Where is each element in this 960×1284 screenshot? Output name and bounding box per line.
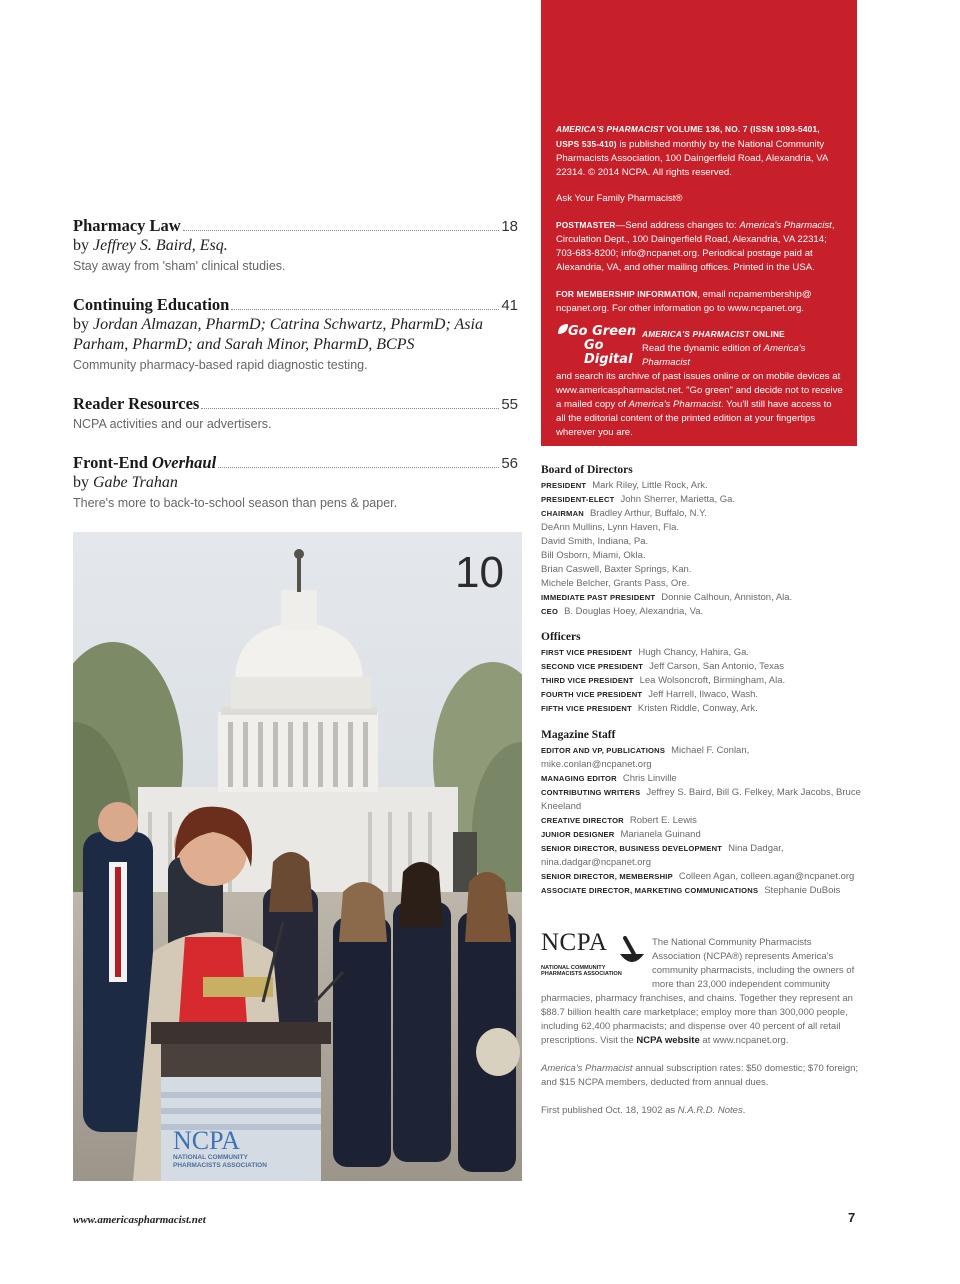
toc-description: There's more to back-to-school season than pens & paper. bbox=[73, 496, 398, 510]
role-label: PRESIDENT-ELECT bbox=[541, 495, 615, 504]
ncpa-description: The National Community Pharmacists Association (NCPA®) represents America's community pharmacists, including the owners of more than 23,000 independent community pharmacies, pharmacy franchises, and chains. Together they represent an $88.7 billion health care marketplace; employ more than 300,000 people, including 62,400 pharmacists; and dispense over 40 percent of all retail prescriptions. Visit the NCPA website at www.ncpanet.org. bbox=[541, 937, 855, 1046]
toc-byline: by Jordan Almazan, PharmD; Catrina Schwartz, PharmD; Asia Parham, PharmD; and Sarah Minor, PharmD, BCPS bbox=[73, 316, 483, 353]
toc-entry-front-end-overhaul[interactable] bbox=[73, 453, 518, 510]
role-label: CHAIRMAN bbox=[541, 509, 584, 518]
toc-title[interactable]: Reader Resources bbox=[73, 394, 200, 413]
toc-description: Community pharmacy-based rapid diagnostic testing. bbox=[73, 358, 368, 372]
role-label: FIFTH VICE PRESIDENT bbox=[541, 704, 632, 713]
staff-row bbox=[541, 674, 861, 688]
toc-page-number: 18 bbox=[501, 218, 518, 235]
toc-entry-pharmacy-law[interactable] bbox=[73, 216, 518, 273]
person-name: Marianela Guinand bbox=[620, 829, 701, 840]
role-label: CREATIVE DIRECTOR bbox=[541, 816, 624, 825]
person-name: Mark Riley, Little Rock, Ark. bbox=[592, 480, 708, 491]
membership-info: FOR MEMBERSHIP INFORMATION, email ncpamembership@ ncpanet.org. For other information go to www.ncpanet.org. bbox=[556, 289, 812, 314]
role-label: EDITOR AND VP, PUBLICATIONS bbox=[541, 746, 666, 755]
toc-byline: by Gabe Trahan bbox=[73, 474, 178, 491]
person-name: DeAnn Mullins, Lynn Haven, Fla. bbox=[541, 522, 679, 533]
role-label: SENIOR DIRECTOR, MEMBERSHIP bbox=[541, 872, 673, 881]
person-name: Nina Dadgar, nina.dadgar@ncpanet.org bbox=[541, 843, 784, 868]
person-name: Colleen Agan, colleen.agan@ncpanet.org bbox=[678, 871, 855, 882]
role-label: SENIOR DIRECTOR, BUSINESS DEVELOPMENT bbox=[541, 844, 723, 853]
officers bbox=[541, 630, 861, 716]
footer-website[interactable]: www.americaspharmacist.net bbox=[73, 1214, 206, 1226]
person-name: Robert E. Lewis bbox=[629, 815, 697, 826]
magazine-staff bbox=[541, 728, 861, 898]
staff-row bbox=[541, 870, 861, 884]
first-published: First published Oct. 18, 1902 as N.A.R.D. Notes. bbox=[541, 1105, 746, 1116]
staff-row bbox=[541, 646, 861, 660]
person-name: Brian Caswell, Baxter Springs, Kan. bbox=[541, 564, 692, 575]
leader-dots bbox=[183, 230, 500, 231]
person-name: Kristen Riddle, Conway, Ark. bbox=[637, 703, 758, 714]
person-name: Jeff Harrell, Ilwaco, Wash. bbox=[648, 689, 759, 700]
person-name: Hugh Chancy, Hahira, Ga. bbox=[638, 647, 750, 658]
capitol-illustration bbox=[73, 532, 522, 1181]
toc-title[interactable]: Pharmacy Law bbox=[73, 216, 181, 235]
staff-row bbox=[541, 563, 861, 577]
person-name: B. Douglas Hoey, Alexandria, Va. bbox=[564, 606, 704, 617]
toc-author: Jordan Almazan, PharmD; Catrina Schwartz, PharmD; Asia Parham, PharmD; and Sarah Minor, PharmD, BCPS bbox=[73, 316, 483, 353]
role-label: JUNIOR DESIGNER bbox=[541, 830, 615, 839]
role-label: IMMEDIATE PAST PRESIDENT bbox=[541, 593, 656, 602]
staff-row bbox=[541, 535, 861, 549]
staff-row bbox=[541, 479, 861, 493]
go-green-section bbox=[556, 322, 843, 370]
staff-row bbox=[541, 702, 861, 716]
person-name: Jeffrey S. Baird, Bill G. Felkey, Mark Jacobs, Bruce Kneeland bbox=[541, 787, 861, 812]
person-name: Chris Linville bbox=[622, 773, 677, 784]
person-name: Donnie Calhoun, Anniston, Ala. bbox=[661, 592, 793, 603]
board-list bbox=[541, 479, 861, 619]
role-label: CONTRIBUTING WRITERS bbox=[541, 788, 641, 797]
role-label: FOURTH VICE PRESIDENT bbox=[541, 690, 643, 699]
person-name: Jeff Carson, San Antonio, Texas bbox=[649, 661, 784, 672]
online-edition-text: AMERICA'S PHARMACIST ONLINE Read the dynamic edition of America's Pharmacist bbox=[642, 329, 806, 368]
person-name: Stephanie DuBois bbox=[764, 885, 841, 896]
toc-description: NCPA activities and our advertisers. bbox=[73, 417, 272, 431]
section-heading: Board of Directors bbox=[541, 464, 633, 476]
toc-author: Jeffrey S. Baird, Esq. bbox=[93, 237, 228, 254]
toc-page-number: 56 bbox=[501, 455, 518, 472]
board-of-directors bbox=[541, 463, 861, 619]
role-label: FIRST VICE PRESIDENT bbox=[541, 648, 633, 657]
toc-author: Gabe Trahan bbox=[93, 474, 178, 491]
staff-row bbox=[541, 744, 861, 772]
toc-description: Stay away from 'sham' clinical studies. bbox=[73, 259, 286, 273]
podium-logo: NCPA NATIONAL COMMUNITY PHARMACISTS ASSOCIATION bbox=[173, 1126, 267, 1169]
mortar-pestle-icon bbox=[617, 934, 647, 968]
role-label: SECOND VICE PRESIDENT bbox=[541, 662, 644, 671]
ncpa-website-link[interactable]: NCPA website bbox=[636, 1035, 700, 1046]
person-name: Lea Wolsoncroft, Birmingham, Ala. bbox=[639, 675, 786, 686]
role-label: THIRD VICE PRESIDENT bbox=[541, 676, 634, 685]
staff-row bbox=[541, 507, 861, 521]
staff-row bbox=[541, 842, 861, 870]
role-label: ASSOCIATE DIRECTOR, MARKETING COMMUNICATIONS bbox=[541, 886, 759, 895]
section-heading: Officers bbox=[541, 631, 581, 643]
leaf-icon bbox=[556, 322, 570, 336]
toc-title[interactable]: Continuing Education bbox=[73, 295, 230, 314]
ncpa-about bbox=[541, 929, 859, 1132]
toc-byline: by Jeffrey S. Baird, Esq. bbox=[73, 237, 228, 254]
staff-row bbox=[541, 577, 861, 591]
photo-page-number: 10 bbox=[455, 548, 504, 597]
capitol-photo bbox=[73, 532, 522, 1181]
staff-row bbox=[541, 828, 861, 842]
staff-row bbox=[541, 772, 861, 786]
toc-entry-reader-resources[interactable] bbox=[73, 394, 518, 431]
publication-info: AMERICA'S PHARMACIST VOLUME 136, NO. 7 (ISSN 1093-5401, USPS 535-410) is published monthly by the National Community Pharmacists Association, 100 Daingerfield Road, Alexandria, VA 22314. © 2014 NCPA. All rights reserved. bbox=[556, 124, 828, 178]
subscription-rates: America's Pharmacist annual subscription rates: $50 domestic; $70 foreign; and $15 NCPA members, deducted from annual dues. bbox=[541, 1063, 859, 1088]
staff-list bbox=[541, 744, 861, 898]
person-name: David Smith, Indiana, Pa. bbox=[541, 536, 649, 547]
staff-row bbox=[541, 660, 861, 674]
person-name: Bradley Arthur, Buffalo, N.Y. bbox=[589, 508, 707, 519]
toc-page-number: 41 bbox=[501, 297, 518, 314]
go-green-logo: Go Green Go Digital bbox=[556, 322, 642, 356]
role-label: PRESIDENT bbox=[541, 481, 587, 490]
person-name: Bill Osborn, Miami, Okla. bbox=[541, 550, 646, 561]
officers-list bbox=[541, 646, 861, 716]
staff-row bbox=[541, 549, 861, 563]
staff-row bbox=[541, 521, 861, 535]
footer-page-number: 7 bbox=[848, 1210, 856, 1225]
person-name: John Sherrer, Marietta, Ga. bbox=[620, 494, 736, 505]
staff-row bbox=[541, 591, 861, 605]
staff-row bbox=[541, 493, 861, 507]
online-edition-body: and search its archive of past issues online or on mobile devices at www.americaspharmacist.net. "Go green" and decide not to receive a mailed copy of America's Pharmacist. You'll still have access to all the editorial content of the printed edition at your fingertips wherever you are. bbox=[556, 371, 843, 438]
toc-entry-continuing-education[interactable] bbox=[73, 295, 518, 372]
leader-dots bbox=[218, 467, 499, 468]
role-label: CEO bbox=[541, 607, 559, 616]
tagline: Ask Your Family Pharmacist® bbox=[556, 193, 683, 204]
leader-dots bbox=[201, 408, 499, 409]
staff-row bbox=[541, 605, 861, 619]
staff-row bbox=[541, 884, 861, 898]
postmaster-info: POSTMASTER—Send address changes to: America's Pharmacist, Circulation Dept., 100 Daingerfield Road, Alexandria, VA 22314; 703-683-8200; info@ncpanet.org. Periodical postage paid at Alexandria, VA, and other mailing offices. Printed in the USA. bbox=[556, 220, 835, 273]
staff-row bbox=[541, 688, 861, 702]
section-heading: Magazine Staff bbox=[541, 729, 616, 741]
leader-dots bbox=[231, 309, 499, 310]
person-name: Michael F. Conlan, mike.conlan@ncpanet.org bbox=[541, 745, 750, 770]
role-label: MANAGING EDITOR bbox=[541, 774, 617, 783]
masthead-box bbox=[541, 0, 857, 446]
toc-title[interactable]: Front-End Overhaul bbox=[73, 453, 217, 472]
staff-row bbox=[541, 786, 861, 814]
staff-row bbox=[541, 814, 861, 828]
person-name: Michele Belcher, Grants Pass, Ore. bbox=[541, 578, 690, 589]
toc-page-number: 55 bbox=[501, 396, 518, 413]
ncpa-logo: NCPA NATIONAL COMMUNITY PHARMACISTS ASSOCIATION bbox=[541, 936, 646, 980]
